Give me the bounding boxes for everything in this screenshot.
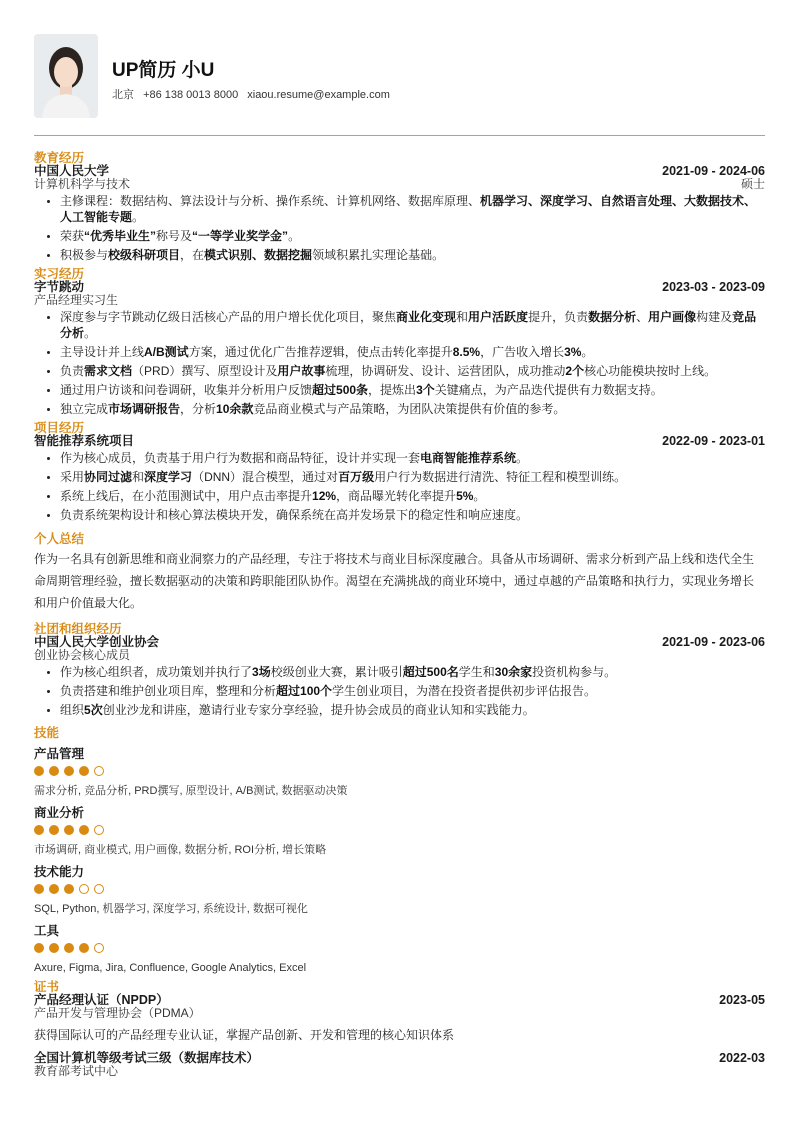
rating-dot-icon <box>64 766 74 776</box>
rating-dot-icon <box>49 766 59 776</box>
internship-date: 2023-03 - 2023-09 <box>662 280 765 294</box>
skill-level-rating <box>34 766 765 777</box>
skill-item <box>34 803 765 856</box>
header-divider <box>34 135 765 136</box>
contact-line <box>112 86 396 102</box>
rating-dot-icon <box>94 884 104 894</box>
rating-dot-icon <box>64 884 74 894</box>
skill-name: 产品管理 <box>34 747 85 761</box>
location-text: 北京 <box>112 89 134 101</box>
certificate-header-row <box>34 1052 765 1065</box>
skill-name: 技术能力 <box>34 865 85 879</box>
skill-tags: 市场调研, 商业模式, 用户画像, 数据分析, ROI分析, 增长策略 <box>34 844 327 856</box>
bullet-item: • 独立完成市场调研报告，分析10余款竞品商业模式与产品策略，为团队决策提供有价值的参考。 <box>60 402 765 418</box>
certificate-list <box>34 994 765 1078</box>
skill-tags: Axure, Figma, Jira, Confluence, Google Analytics, Excel <box>34 962 307 974</box>
candidate-name: UP简历 小U <box>112 60 215 81</box>
bullet-item: • 作为核心成员，负责基于用户行为数据和商品特征，设计并实现一套电商智能推荐系统。 <box>60 451 765 467</box>
rating-dot-icon <box>49 825 59 835</box>
section-title-project: 项目经历 <box>34 421 85 435</box>
skill-item <box>34 921 765 974</box>
bullet-item: • 负责需求文档（PRD）撰写、原型设计及用户故事梳理，协调研发、设计、运营团队，成功推动2个核心功能模块按时上线。 <box>60 364 765 380</box>
section-title-education: 教育经历 <box>34 151 85 165</box>
bullet-item: • 负责系统架构设计和核心算法模块开发，确保系统在高并发场景下的稳定性和响应速度。 <box>60 508 765 524</box>
school-name: 中国人民大学 <box>34 164 110 178</box>
skill-tags: 需求分析, 竞品分析, PRD撰写, 原型设计, A/B测试, 数据驱动决策 <box>34 785 348 797</box>
project-header-row <box>34 435 765 448</box>
rating-dot-icon <box>49 943 59 953</box>
certificate-issuer: 产品开发与管理协会（PDMA） <box>34 1006 201 1020</box>
bullet-item: • 荣获“优秀毕业生”称号及“一等学业奖学金”。 <box>60 229 765 245</box>
internship-bullets <box>34 310 765 417</box>
skills-list <box>34 744 765 974</box>
education-bullets <box>34 194 765 263</box>
certificate-date: 2022-03 <box>719 1051 765 1065</box>
degree-text: 硕士 <box>740 177 765 191</box>
bullet-item: • 通过用户访谈和问卷调研，收集并分析用户反馈超过500条，提炼出3个关键痛点，为产品迭代提供有力数据支持。 <box>60 383 765 399</box>
rating-dot-icon <box>34 943 44 953</box>
rating-dot-icon <box>34 884 44 894</box>
rating-dot-icon <box>94 825 104 835</box>
certificate-item <box>34 994 765 1046</box>
bullet-item: • 深度参与字节跳动亿级日活核心产品的用户增长优化项目，聚焦商业化变现和用户活跃度提升，负责数据分析、用户画像构建及竞品分析。 <box>60 310 765 341</box>
skill-tags: SQL, Python, 机器学习, 深度学习, 系统设计, 数据可视化 <box>34 903 308 915</box>
club-header-row <box>34 636 765 649</box>
certificate-name: 全国计算机等级考试三级（数据库技术） <box>34 1051 260 1065</box>
avatar <box>34 34 98 118</box>
skill-item <box>34 744 765 797</box>
club-role: 创业协会核心成员 <box>34 647 131 662</box>
bullet-item: • 系统上线后，在小范围测试中，用户点击率提升12%，商品曝光转化率提升5%。 <box>60 489 765 505</box>
rating-dot-icon <box>79 943 89 953</box>
bullet-item: • 主导设计并上线A/B测试方案，通过优化广告推荐逻辑，使点击转化率提升8.5%，广告收入增长3%。 <box>60 345 765 361</box>
project-bullets <box>34 451 765 524</box>
certificate-name: 产品经理认证（NPDP） <box>34 993 169 1007</box>
phone-text: +86 138 0013 8000 <box>143 89 239 101</box>
education-header-row <box>34 165 765 178</box>
rating-dot-icon <box>34 825 44 835</box>
rating-dot-icon <box>64 943 74 953</box>
bullet-item: • 积极参与校级科研项目，在模式识别、数据挖掘领域积累扎实理论基础。 <box>60 248 765 264</box>
certificate-date: 2023-05 <box>719 993 765 1007</box>
bullet-item: • 作为核心组织者，成功策划并执行了3场校级创业大赛，累计吸引超过500名学生和30余家投资机构参与。 <box>60 665 765 681</box>
certificate-issuer: 教育部考试中心 <box>34 1064 119 1078</box>
certificate-description: 获得国际认可的产品经理专业认证，掌握产品创新、开发和管理的核心知识体系 <box>34 1028 455 1042</box>
bullet-item: • 主修课程：数据结构、算法设计与分析、操作系统、计算机网络、数据库原理、机器学习、深度学习、自然语言处理、大数据技术、人工智能专题。 <box>60 194 765 225</box>
section-title-club: 社团和组织经历 <box>34 621 122 636</box>
section-title-skills: 技能 <box>34 726 60 740</box>
skill-name: 工具 <box>34 924 60 938</box>
skill-item <box>34 862 765 915</box>
bullet-item: • 负责搭建和维护创业项目库，整理和分析超过100个学生创业项目，为潜在投资者提供初步评估报告。 <box>60 684 765 700</box>
club-date: 2021-09 - 2023-06 <box>662 634 765 649</box>
education-date: 2021-09 - 2024-06 <box>662 164 765 178</box>
internship-role: 产品经理实习生 <box>34 293 119 307</box>
bullet-item: • 组织5次创业沙龙和讲座，邀请行业专家分享经验，提升协会成员的商业认知和实践能力。 <box>60 703 765 719</box>
skill-level-rating <box>34 884 765 895</box>
rating-dot-icon <box>79 766 89 776</box>
rating-dot-icon <box>94 943 104 953</box>
club-name: 中国人民大学创业协会 <box>34 634 160 649</box>
company-name: 字节跳动 <box>34 280 85 294</box>
internship-header-row <box>34 281 765 294</box>
rating-dot-icon <box>49 884 59 894</box>
rating-dot-icon <box>94 766 104 776</box>
section-title-summary: 个人总结 <box>34 531 85 546</box>
skill-name: 商业分析 <box>34 806 85 820</box>
certificate-item <box>34 1052 765 1078</box>
resume-page <box>34 0 765 1078</box>
rating-dot-icon <box>79 884 89 894</box>
project-name: 智能推荐系统项目 <box>34 434 135 448</box>
rating-dot-icon <box>64 825 74 835</box>
education-sub-row <box>34 178 765 191</box>
email-link[interactable]: xiaou.resume@example.com <box>247 89 390 101</box>
section-title-certificates: 证书 <box>34 980 60 994</box>
rating-dot-icon <box>79 825 89 835</box>
section-title-internship: 实习经历 <box>34 267 85 281</box>
rating-dot-icon <box>34 766 44 776</box>
skill-level-rating <box>34 943 765 954</box>
summary-text: 作为一名具有创新思维和商业洞察力的产品经理，专注于将技术与商业目标深度融合。具备从市场调研、需求分析到产品上线和迭代全生命周期管理经验，擅长数据驱动的决策和跨职能团队协作。渴望在充满挑战的商业环境中，通过卓越的产品策略和执行力，实现业务增长和用户价值最大化。 <box>34 551 755 610</box>
major-text: 计算机科学与技术 <box>34 177 131 191</box>
resume-header <box>34 0 765 132</box>
bullet-item: • 采用协同过滤和深度学习（DNN）混合模型，通过对百万级用户行为数据进行清洗、特征工程和模型训练。 <box>60 470 765 486</box>
club-bullets <box>34 665 765 719</box>
project-date: 2022-09 - 2023-01 <box>662 434 765 448</box>
skill-level-rating <box>34 825 765 836</box>
resume-body <box>34 147 765 1084</box>
